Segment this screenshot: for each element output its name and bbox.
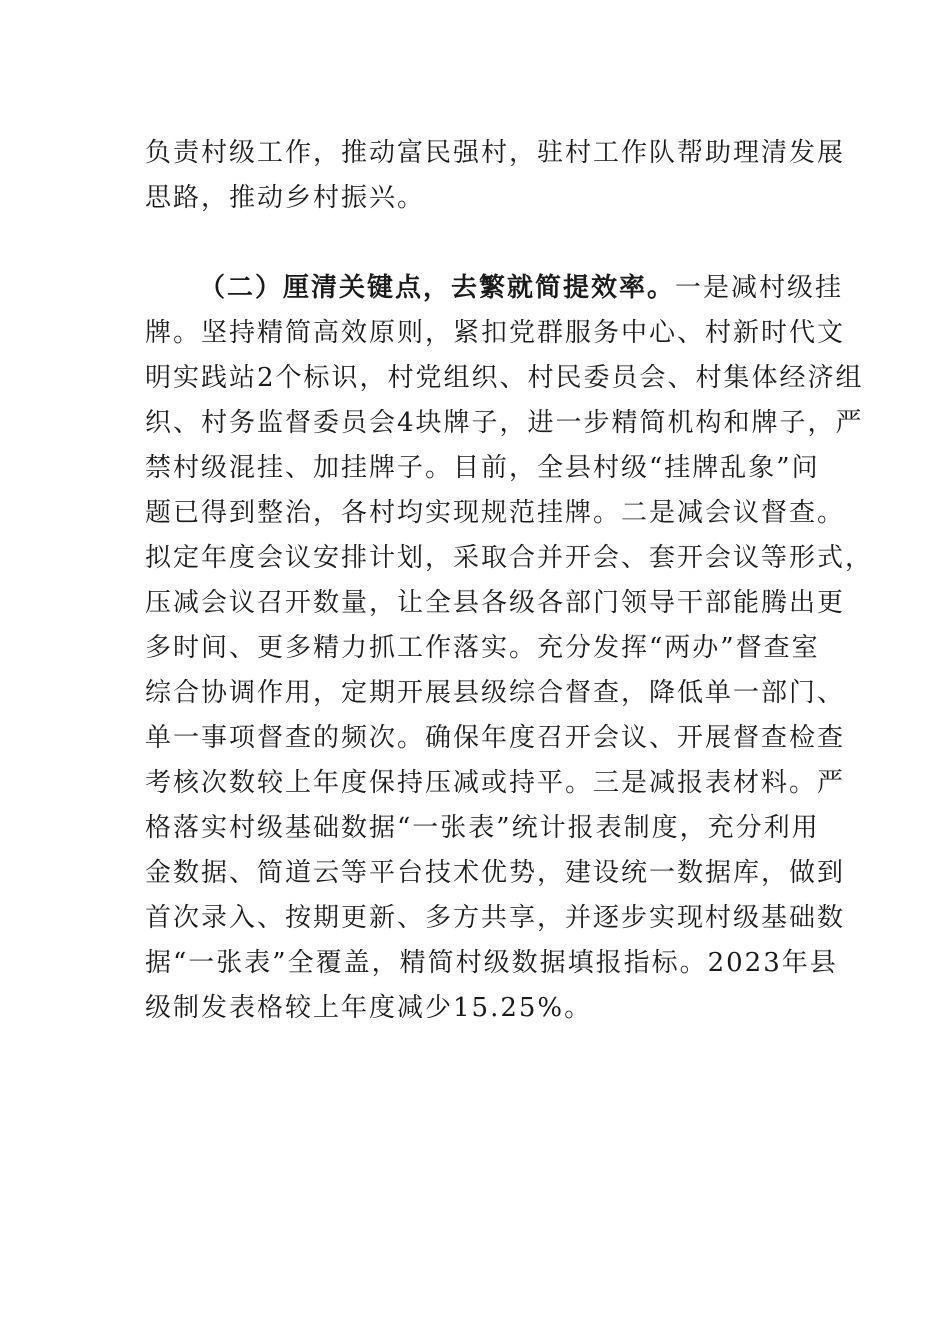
paragraph-1 — [145, 131, 846, 221]
section-heading: （二）厘清关键点，去繁就简提效率。 — [199, 273, 676, 303]
text-line: 牌。坚持精简高效原则，紧扣党群服务中心、村新时代文 — [145, 318, 846, 348]
text-line: 压减会议召开数量，让全县各级各部门领导干部能腾出更 — [145, 588, 846, 618]
text-line: 明实践站2个标识，村党组织、村民委员会、村集体经济组 — [145, 363, 864, 393]
text-line: 考核次数较上年度保持压减或持平。三是减报表材料。严 — [145, 768, 846, 798]
paragraph-2 — [145, 266, 874, 1031]
text-run: 一是减村级挂 — [675, 273, 844, 303]
text-line: 拟定年度会议安排计划，采取合并开会、套开会议等形式， — [145, 543, 874, 573]
text-line: 思路，推动乡村振兴。 — [145, 183, 426, 213]
text-line: 多时间、更多精力抓工作落实。充分发挥“两办”督查室 — [145, 633, 820, 663]
text-line: 禁村级混挂、加挂牌子。目前，全县村级“挂牌乱象”问 — [145, 453, 820, 483]
text-line: 据“一张表”全覆盖，精简村级数据填报指标。2023年县 — [145, 948, 838, 978]
paragraph-2-first-line — [145, 266, 844, 311]
text-line: 格落实村级基础数据“一张表”统计报表制度，充分利用 — [145, 813, 820, 843]
text-line: 题已得到整治，各村均实现规范挂牌。二是减会议督查。 — [145, 498, 846, 528]
text-line: 织、村务监督委员会4块牌子，进一步精简机构和牌子，严 — [145, 408, 864, 438]
text-line: 负责村级工作，推动富民强村，驻村工作队帮助理清发展 — [145, 138, 846, 168]
text-line: 综合协调作用，定期开展县级综合督查，降低单一部门、 — [145, 678, 846, 708]
text-line: 首次录入、按期更新、多方共享，并逐步实现村级基础数 — [145, 903, 846, 933]
text-line: 级制发表格较上年度减少15.25%。 — [145, 993, 593, 1023]
text-line: 金数据、简道云等平台技术优势，建设统一数据库，做到 — [145, 858, 846, 888]
text-line: 单一事项督查的频次。确保年度召开会议、开展督查检查 — [145, 723, 846, 753]
